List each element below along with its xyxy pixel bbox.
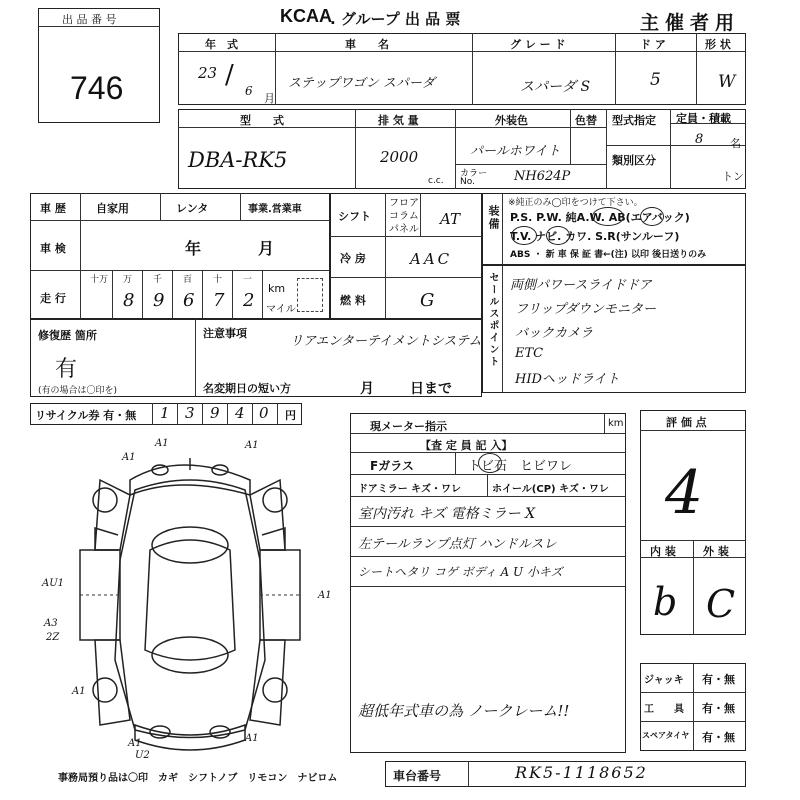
shift-label: シフト [338, 210, 371, 223]
shape-label: 形 状 [705, 38, 731, 51]
interior-value: b [653, 580, 678, 624]
recycle-digit: 1 [160, 404, 170, 422]
capacity-label: 定員・積載 [676, 112, 731, 125]
year-value: 23 [198, 64, 218, 82]
lot-number: 746 [70, 70, 124, 106]
history-label: 車 歴 [40, 202, 66, 215]
ac-value: AAC [410, 250, 453, 268]
repair-value: 有 [55, 357, 78, 382]
grade-label: グ レ ー ド [510, 38, 566, 51]
ton-unit: トン [722, 170, 744, 183]
spare-label: スペアタイヤ [642, 731, 690, 740]
recycle-yen: 円 [285, 409, 296, 422]
digit-unit: 十 [213, 275, 223, 285]
inspector-comment: 左テールランプ点灯 ハンドルスレ [358, 537, 557, 552]
mileage-digit: 2 [243, 290, 255, 311]
month-unit: 月 [264, 92, 275, 105]
color-value: パールホワイト [470, 144, 561, 159]
recycle-label: リサイクル券 有・無 [35, 409, 137, 422]
wheel-label: ホイール(CP) キズ・ワレ [492, 484, 609, 495]
shift-option-panel: パネル [389, 224, 419, 235]
interior-label: 内 装 [650, 545, 676, 558]
exterior-value: C [706, 582, 736, 626]
fuel-label: 燃 料 [340, 294, 366, 307]
model-value: ステップワゴン スパーダ [288, 76, 435, 91]
damage-mark: A1 [128, 738, 142, 749]
model-label: 車 名 [345, 38, 389, 51]
displacement-label: 排 気 量 [378, 114, 419, 127]
door-label: ド ア [640, 38, 666, 51]
inspection-month-unit: 月 [258, 239, 275, 258]
recycle-digit: 9 [210, 404, 220, 422]
selling-point-item: 両側パワースライドドア [510, 278, 652, 293]
designation-label: 型式指定 [612, 114, 656, 127]
displacement-value: 2000 [380, 148, 419, 166]
digit-unit: 百 [183, 275, 193, 285]
inspector-comment: シートヘタリ コゲ ボディ A U 小キズ [358, 565, 563, 579]
score-label: 評 価 点 [666, 416, 707, 429]
history-option-private: 自家用 [96, 202, 129, 215]
recycle-digit: 3 [185, 404, 195, 422]
repair-label: 修復歴 箇所 [38, 329, 97, 342]
color-no-label: カラー No. [460, 169, 488, 187]
shape-value: W [718, 72, 736, 92]
type-value: DBA-RK5 [188, 148, 288, 172]
equipment-line-1: P.S. P.W. 純A.W. AB(エアバック) [510, 211, 690, 224]
ac-label: 冷 房 [340, 252, 366, 265]
inspector-title: 【査 定 員 記 入】 [420, 439, 513, 452]
name-change-day: 日まで [410, 381, 452, 397]
class-label: 類別区分 [612, 154, 656, 167]
equipment-label: 装備 [487, 205, 500, 231]
year-label: 年 式 [205, 38, 238, 51]
mirror-label: ドアミラー キズ・ワレ [358, 484, 461, 495]
lot-label: 出 品 番 号 [62, 13, 117, 26]
inspection-year-unit: 年 [185, 239, 202, 258]
damage-mark: A3 [44, 618, 58, 629]
mileage-digit: 7 [213, 290, 225, 311]
shift-option-floor: フロア [389, 198, 419, 209]
name-change-label: 名変期日の短い方 [203, 382, 291, 395]
color-no-value: NH624P [514, 169, 571, 184]
selling-point-item: HIDヘッドライト [515, 372, 620, 387]
group-title: . グループ 出 品 票 [330, 10, 461, 28]
chassis-value: RK5-1118652 [515, 763, 648, 782]
recycle-digit: 0 [259, 404, 269, 422]
damage-mark: A1 [72, 686, 86, 697]
equipment-line-2: T.V. ナビ. カワ. S.R(サンルーフ) [510, 230, 680, 243]
damage-mark: A1 [155, 438, 169, 449]
mileage-label: 走 行 [40, 292, 66, 305]
repaint-label: 色替 [575, 114, 597, 127]
jack-option: 有・無 [702, 673, 735, 686]
mileage-digit: 6 [183, 290, 195, 311]
mileage-digit: 8 [123, 290, 135, 311]
month-value: 6 [245, 84, 253, 98]
selling-point-item: フリップダウンモニター [515, 302, 657, 317]
equipment-note: ※純正のみ◯印をつけて下さい。 [508, 198, 643, 208]
equipment-line-3: ABS ・ 新 車 保 証 書←(注) 以印 後日送りのみ [510, 250, 707, 260]
cc-unit: c.c. [428, 176, 444, 186]
jack-label: ジャッキ [644, 675, 684, 686]
keys-note: 事務局預り品は〇印 カギ シフトノブ リモコン ナビロム [58, 773, 338, 784]
damage-mark: AU1 [42, 578, 65, 589]
km-label: km [268, 282, 286, 295]
digit-unit: 十万 [90, 275, 109, 285]
score-value: 4 [665, 458, 704, 528]
digit-unit: 万 [123, 275, 133, 285]
inspection-label: 車 検 [40, 242, 66, 255]
damage-mark: A1 [318, 590, 332, 601]
organizer-label: 主催者用 [640, 12, 741, 34]
selling-point-item: ETC [515, 346, 544, 361]
capacity-value: 8 [695, 132, 704, 147]
glass-options: トビ石 ヒビワレ [468, 459, 573, 474]
mileage-digit: 9 [153, 290, 165, 311]
repair-note: (有の場合は〇印を) [38, 386, 118, 396]
recycle-digit: 4 [235, 404, 245, 422]
glass-label: Fガラス [370, 459, 414, 473]
spare-option: 有・無 [702, 731, 735, 744]
digit-unit: 一 [243, 275, 253, 285]
chassis-label: 車台番号 [393, 769, 442, 783]
damage-mark: 2Z [46, 632, 60, 643]
digit-unit: 千 [153, 275, 163, 285]
brand-logo: KCAA [280, 6, 332, 26]
grade-value: スパーダ S [520, 79, 591, 95]
selling-point-item: バックカメラ [515, 326, 594, 341]
fuel-value: G [420, 290, 435, 311]
shift-value: AT [440, 210, 461, 228]
notes-label: 注意事項 [203, 327, 247, 340]
mileage-unit-checkbox[interactable] [297, 278, 323, 312]
name-change-month: 月 [360, 381, 374, 397]
selling-points-label: セールスポイント [487, 272, 498, 368]
meter-label: 現メーター指示 [370, 420, 447, 433]
damage-mark: A1 [245, 733, 259, 744]
inspector-comment: 室内汚れ キズ 電格ミラー X [358, 506, 536, 522]
history-option-business: 事業.営業車 [248, 204, 302, 215]
meter-unit: km [608, 418, 624, 429]
damage-mark: A1 [122, 452, 136, 463]
damage-mark: U2 [135, 750, 150, 761]
exterior-label: 外 装 [703, 545, 729, 558]
mile-label: マイル [266, 304, 296, 315]
damage-mark: A1 [245, 440, 259, 451]
history-option-rental: レンタ [176, 202, 209, 215]
type-label: 型 式 [240, 114, 284, 127]
tool-label: 工 具 [644, 704, 684, 715]
door-value: 5 [650, 70, 661, 90]
exterior-color-label: 外装色 [495, 114, 528, 127]
shift-option-column: コラム [389, 211, 419, 222]
car-damage-diagram [40, 440, 340, 760]
capacity-unit: 名 [730, 137, 741, 150]
tool-option: 有・無 [702, 702, 735, 715]
notes-value: リアエンターテイメントシステム [290, 334, 482, 349]
inspector-comment: 超低年式車の為 ノークレーム!! [358, 702, 570, 720]
